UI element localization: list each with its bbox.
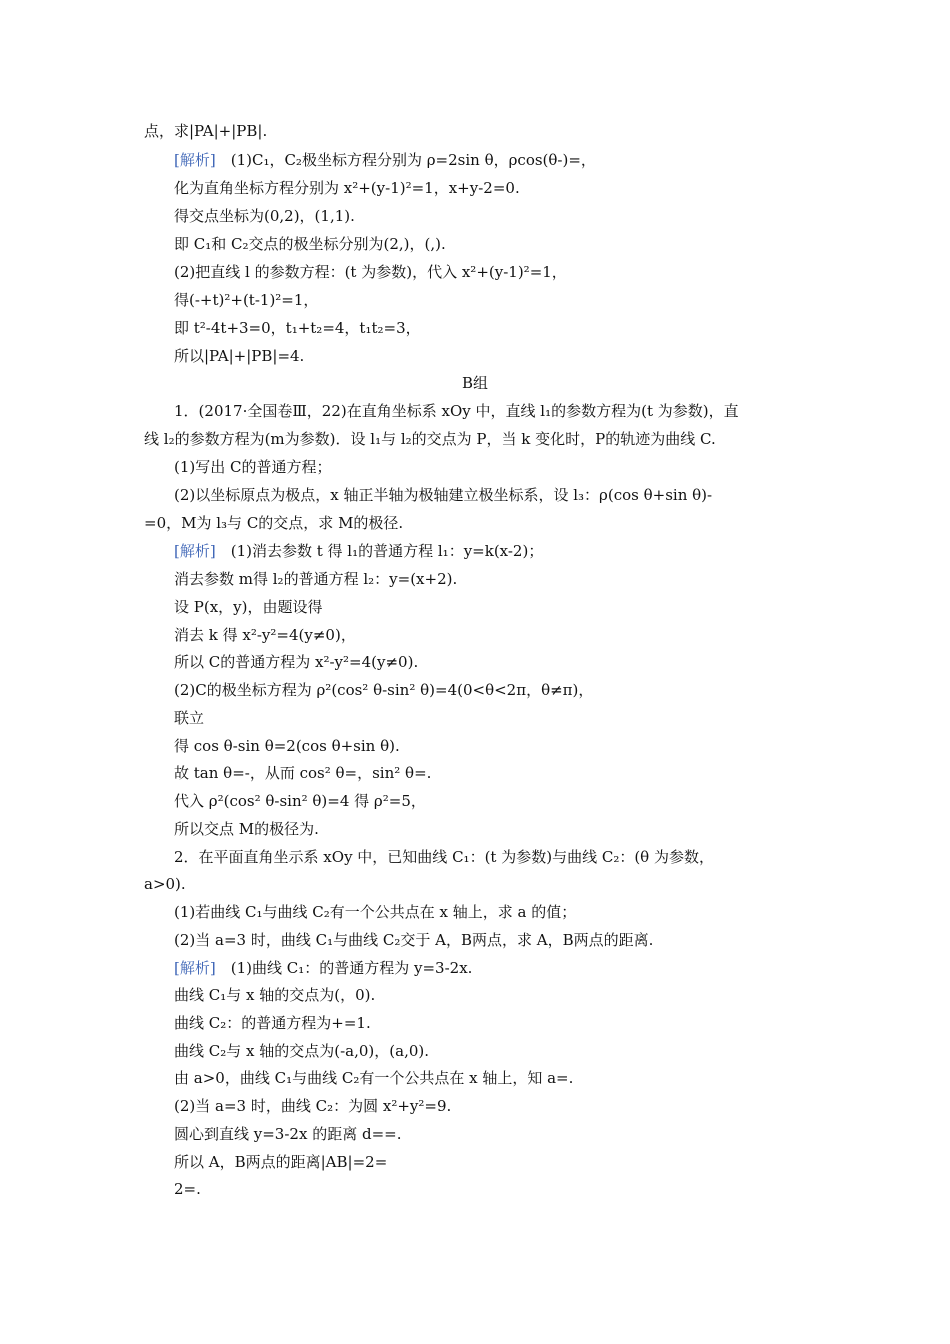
text-line: 所以|PA|+|PB|=4. (174, 347, 305, 365)
text-line: 得交点坐标为(0,2)，(1,1). (174, 207, 355, 225)
text-line: 由 a>0，曲线 C₁与曲线 C₂有一个公共点在 x 轴上，知 a=. (174, 1069, 574, 1087)
text-line: 得 cos θ-sin θ=2(cos θ+sin θ). (174, 737, 400, 755)
analysis-tag: [解析] (174, 959, 216, 977)
text-line: =0，M为 l₃与 C的交点，求 M的极径. (144, 514, 404, 532)
text-line: 曲线 C₁与 x 轴的交点为(，0). (174, 986, 376, 1004)
text-line: 得(-+t)²+(t-1)²=1， (174, 291, 319, 309)
text-line: 2=. (174, 1180, 201, 1198)
analysis-tag: [解析] (174, 151, 216, 169)
text-line: 点，求|PA|+|PB|. (144, 122, 268, 140)
text-line: (2)当 a=3 时，曲线 C₁与曲线 C₂交于 A，B两点，求 A，B两点的距离. (174, 931, 654, 949)
text-line: 所以交点 M的极径为. (174, 820, 319, 838)
analysis-tag: [解析] (174, 542, 216, 560)
text-line: (2)当 a=3 时，曲线 C₂：为圆 x²+y²=9. (174, 1097, 452, 1115)
text-line: 曲线 C₂：的普通方程为+=1. (174, 1014, 371, 1032)
question-line: 2．在平面直角坐示系 xOy 中，已知曲线 C₁：(t 为参数)与曲线 C₂：(θ 为参数， (174, 848, 714, 866)
text-line: (2)把直线 l 的参数方程：(t 为参数)，代入 x²+(y-1)²=1， (174, 263, 567, 281)
text-line: (1)若曲线 C₁与曲线 C₂有一个公共点在 x 轴上，求 a 的值； (174, 903, 577, 921)
text-line: (1)写出 C的普通方程； (174, 458, 332, 476)
section-heading: B组 (461, 374, 489, 392)
text-line: 联立 (174, 709, 205, 727)
text-line: 圆心到直线 y=3-2x 的距离 d==. (174, 1125, 402, 1143)
text-line: 即 t²-4t+3=0，t₁+t₂=4，t₁t₂=3， (174, 319, 421, 337)
analysis-line: [解析] (1)消去参数 t 得 l₁的普通方程 l₁：y=k(x-2)； (174, 542, 544, 560)
text-line: (2)C的极坐标方程为 ρ²(cos² θ-sin² θ)=4(0<θ<2π，θ≠π)， (174, 681, 594, 699)
text-line: 设 P(x，y)，由题设得 (174, 598, 323, 616)
text-line: 消去 k 得 x²-y²=4(y≠0)， (174, 626, 356, 644)
question-line: a>0). (144, 875, 186, 893)
analysis-line: [解析] (1)曲线 C₁：的普通方程为 y=3-2x. (174, 959, 473, 977)
question-line: 1．(2017·全国卷Ⅲ，22)在直角坐标系 xOy 中，直线 l₁的参数方程为(t 为参数)，直 (174, 402, 739, 420)
text-line: 所以 C的普通方程为 x²-y²=4(y≠0). (174, 653, 419, 671)
text-line: 消去参数 m得 l₂的普通方程 l₂：y=(x+2). (174, 570, 458, 588)
text-line: 即 C₁和 C₂交点的极坐标分别为(2,)，(,). (174, 235, 446, 253)
text-line: 曲线 C₂与 x 轴的交点为(-a,0)，(a,0). (174, 1042, 430, 1060)
text-line: 故 tan θ=-，从而 cos² θ=，sin² θ=. (174, 764, 432, 782)
text-line: 化为直角坐标方程分别为 x²+(y-1)²=1，x+y-2=0. (174, 179, 520, 197)
text-line: 所以 A，B两点的距离|AB|=2= (174, 1153, 388, 1171)
question-line: 线 l₂的参数方程为(m为参数)．设 l₁与 l₂的交点为 P，当 k 变化时，P的轨迹为曲线 C. (144, 430, 716, 448)
text-line: 代入 ρ²(cos² θ-sin² θ)=4 得 ρ²=5， (174, 792, 426, 810)
analysis-line: [解析] (1)C₁，C₂极坐标方程分别为 ρ=2sin θ，ρcos(θ-)=， (174, 151, 596, 169)
text-line: (2)以坐标原点为极点，x 轴正半轴为极轴建立极坐标系，设 l₃：ρ(cos θ+sin θ)- (174, 486, 713, 504)
